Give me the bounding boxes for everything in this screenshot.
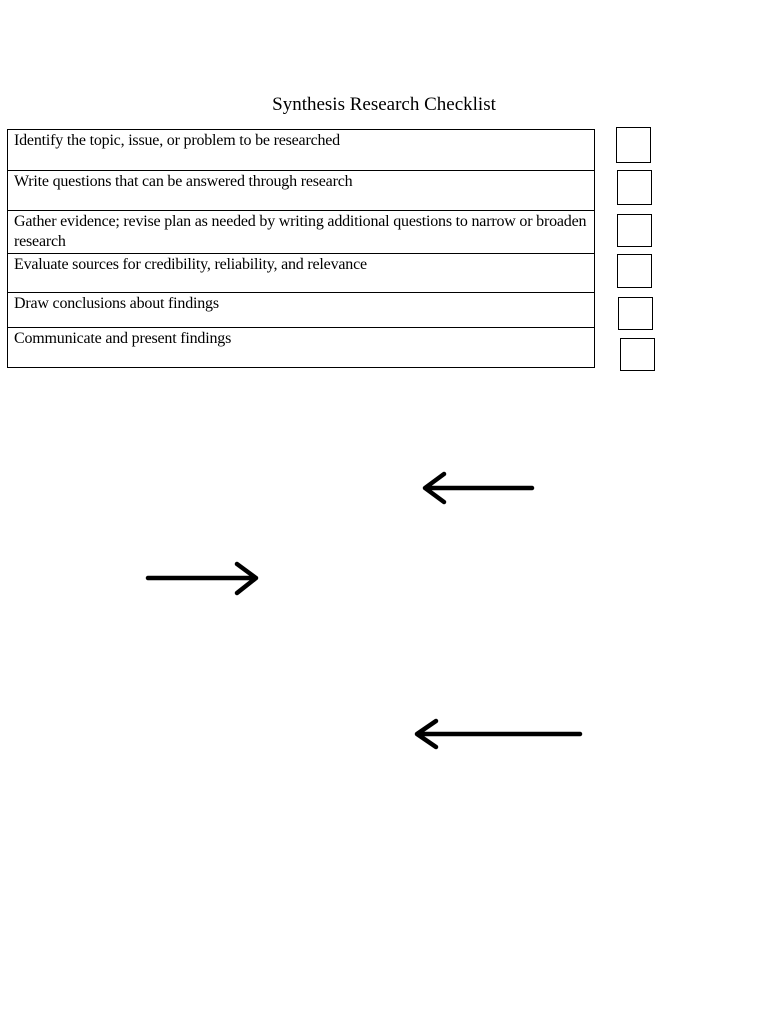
table-row	[8, 293, 595, 328]
checkbox-write-questions[interactable]	[617, 170, 652, 205]
table-row	[8, 211, 595, 254]
checkbox-evaluate-sources[interactable]	[617, 254, 652, 288]
checklist-step-communicate-findings: Communicate and present findings	[8, 328, 595, 368]
checkbox-gather-evidence[interactable]	[617, 214, 652, 247]
table-row	[8, 171, 595, 211]
arrow-left-icon	[410, 717, 586, 753]
table-row	[8, 328, 595, 368]
checklist-step-draw-conclusions: Draw conclusions about findings	[8, 293, 595, 328]
page-title: Synthesis Research Checklist	[272, 94, 496, 115]
arrow-left-icon	[418, 470, 538, 508]
table-row	[8, 130, 595, 171]
checklist-step-identify-topic: Identify the topic, issue, or problem to be researched	[8, 130, 595, 171]
table-row	[8, 254, 595, 293]
checklist-step-gather-evidence: Gather evidence; revise plan as needed by writing additional questions to narrow or broaden research	[8, 211, 595, 254]
checkbox-communicate-findings[interactable]	[620, 338, 655, 371]
checklist-step-evaluate-sources: Evaluate sources for credibility, reliability, and relevance	[8, 254, 595, 293]
checkbox-identify-topic[interactable]	[616, 127, 651, 163]
checkbox-draw-conclusions[interactable]	[618, 297, 653, 330]
checklist-step-write-questions: Write questions that can be answered through research	[8, 171, 595, 211]
checklist-table	[7, 129, 595, 368]
arrow-right-icon	[144, 561, 264, 597]
